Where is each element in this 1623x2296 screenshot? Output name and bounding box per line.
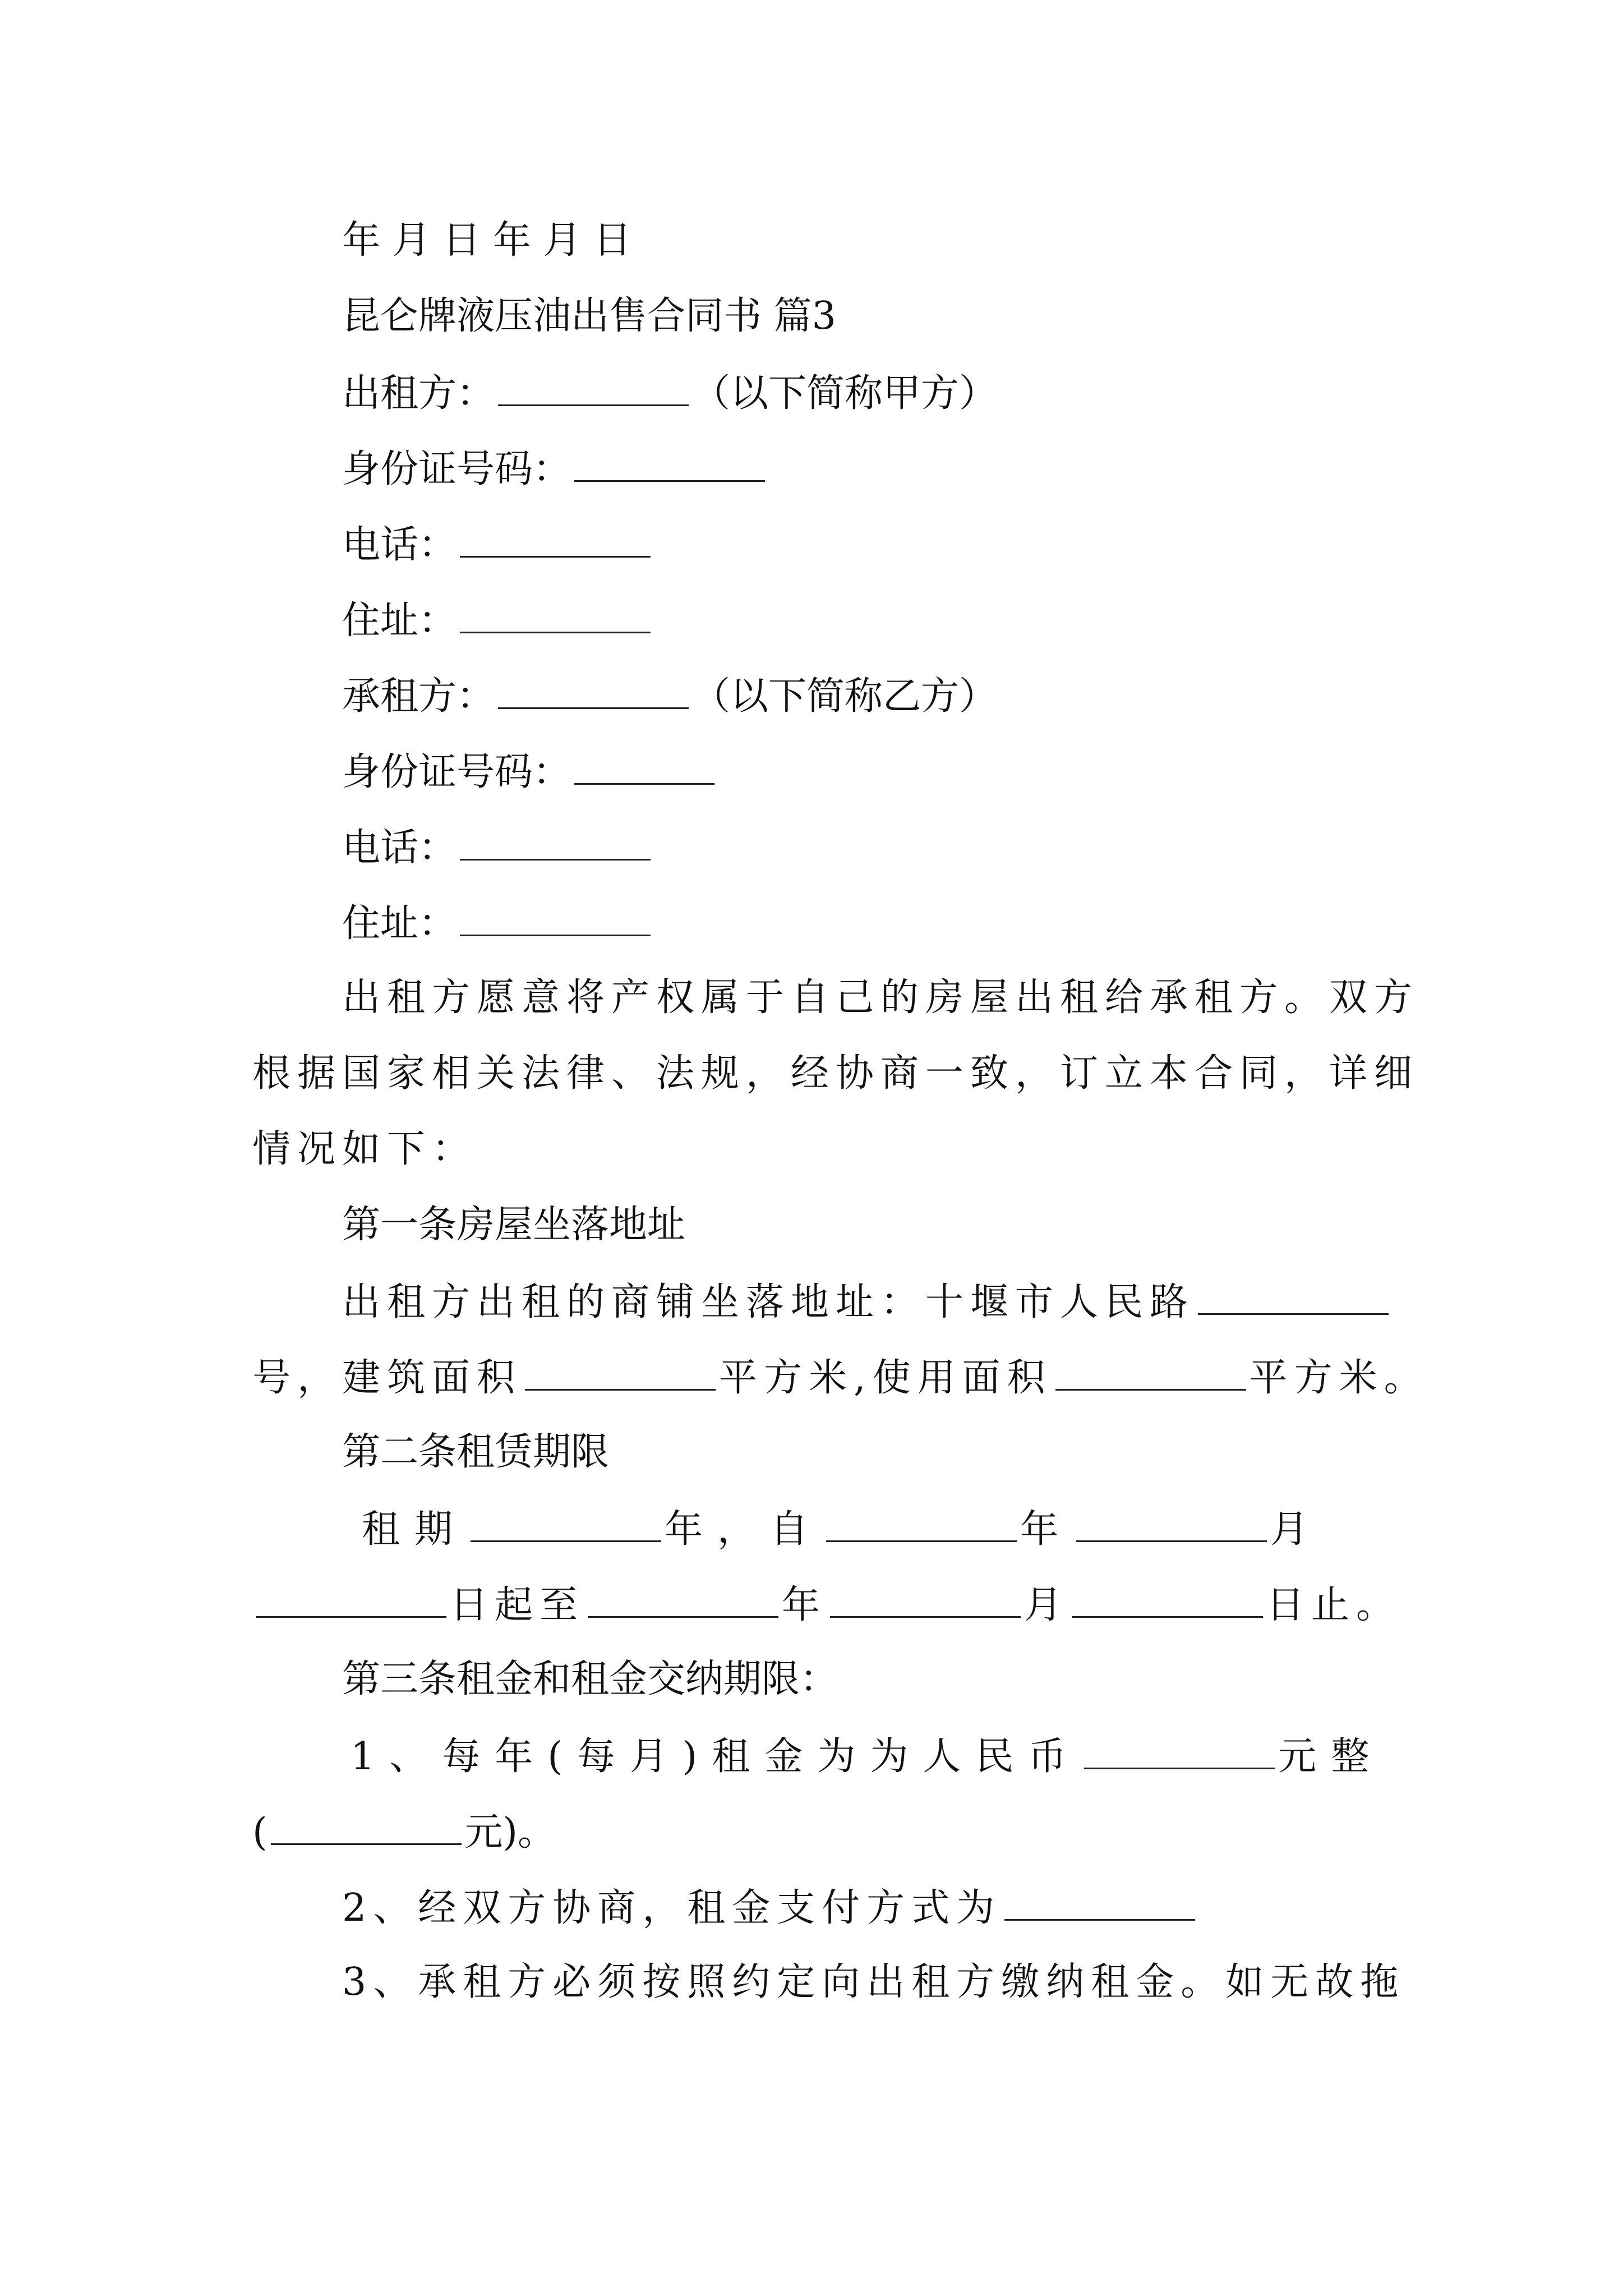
end-month-blank: [830, 1585, 1021, 1618]
article1-address-text: 出租方出租的商铺坐落地址：十堰市人民路: [342, 1280, 1195, 1324]
annual-rent-label: 1、每年(每月)租金为为人民币: [351, 1734, 1081, 1779]
lessor-phone-label: 电话：: [342, 523, 457, 567]
lessee-address-blank: [460, 903, 651, 936]
rent-unit-label: 元整: [1278, 1734, 1384, 1779]
article3-item2: [342, 1886, 1198, 1930]
lessee-id-line: [342, 752, 718, 792]
building-area-label: 号，建筑面积: [252, 1356, 522, 1400]
area-unit-end: 平方米。: [1249, 1356, 1429, 1400]
start-day-blank: [256, 1585, 446, 1618]
lessor-id-line: [342, 449, 768, 489]
date-line: 年 月 日 年 月 日: [342, 218, 632, 263]
rent-amount-words-blank: [1084, 1736, 1275, 1769]
paren-open: (: [252, 1810, 268, 1855]
usable-area-label: 平方米,使用面积: [719, 1356, 1052, 1400]
article2-line-2: [252, 1585, 1401, 1625]
lessor-id-label: 身份证号码：: [342, 447, 571, 491]
article1-heading: 第一条房屋坐落地址: [342, 1203, 686, 1247]
lessor-suffix: （以下简称甲方）: [692, 371, 998, 416]
contract-title: 昆仑牌液压油出售合同书 篇3: [342, 294, 836, 338]
lessor-blank: [498, 373, 689, 406]
start-month-label: 月: [1270, 1507, 1324, 1552]
end-day-blank: [1072, 1585, 1263, 1618]
building-area-blank: [525, 1358, 716, 1391]
lessee-label: 承租方：: [342, 674, 495, 719]
start-month-blank: [1076, 1509, 1267, 1542]
usable-area-blank: [1055, 1358, 1246, 1391]
end-year-label: 年: [782, 1583, 827, 1627]
lessee-address-line: [342, 901, 654, 946]
lessee-phone-label: 电话：: [342, 826, 457, 870]
end-month-label: 月: [1024, 1583, 1069, 1627]
payment-method-blank: [1004, 1888, 1195, 1921]
intro-line-1: 出租方愿意将产权属于自己的房屋出租给承租方。双方: [342, 976, 1419, 1020]
start-year-label: 年: [1020, 1507, 1073, 1552]
lessor-address-line: [342, 599, 654, 643]
lessee-suffix: （以下简称乙方）: [692, 674, 998, 719]
lessee-phone-blank: [460, 827, 651, 861]
lessee-blank: [498, 676, 689, 709]
rent-amount-figures-blank: [271, 1812, 462, 1845]
lessor-address-blank: [460, 600, 651, 633]
payment-method-label: 2、经双方协商，租金支付方式为: [342, 1886, 1002, 1930]
start-year-blank: [826, 1509, 1017, 1542]
lessor-id-blank: [574, 449, 765, 482]
article2-line-1: [362, 1507, 1324, 1552]
lessor-address-label: 住址：: [342, 599, 457, 643]
article3-item1-line-2: [252, 1810, 556, 1855]
article3-item3: 3、承租方必须按照约定向出租方缴纳租金。如无故拖: [342, 1960, 1405, 2004]
lease-term-label: 租期: [362, 1507, 468, 1552]
lessee-line: [342, 674, 998, 719]
article1-line-2: [252, 1356, 1429, 1400]
lease-years-blank: [471, 1509, 661, 1542]
article1-line-1: [342, 1282, 1392, 1322]
end-year-blank: [588, 1585, 778, 1618]
street-number-blank: [1198, 1282, 1389, 1315]
article3-heading: 第三条租金和租金交纳期限：: [342, 1657, 838, 1701]
lessee-phone-line: [342, 826, 654, 870]
start-day-label: 日起至: [450, 1583, 585, 1627]
lease-from-label: 年，自: [665, 1507, 823, 1552]
lessor-phone-blank: [460, 524, 651, 558]
lessor-line: [342, 371, 998, 416]
lessor-phone-line: [342, 523, 654, 567]
rent-figures-unit: 元)。: [464, 1810, 556, 1855]
lessee-id-label: 身份证号码：: [342, 750, 571, 794]
end-day-label: 日止。: [1266, 1583, 1401, 1627]
lessee-address-label: 住址：: [342, 901, 457, 946]
intro-line-3: 情况如下：: [252, 1127, 477, 1171]
lessor-label: 出租方：: [342, 371, 495, 416]
intro-line-2: 根据国家相关法律、法规，经协商一致，订立本合同，详细: [252, 1051, 1419, 1096]
article2-heading: 第二条租赁期限: [342, 1430, 610, 1474]
article3-item1-line-1: [351, 1734, 1384, 1779]
lessee-id-blank: [574, 752, 714, 785]
